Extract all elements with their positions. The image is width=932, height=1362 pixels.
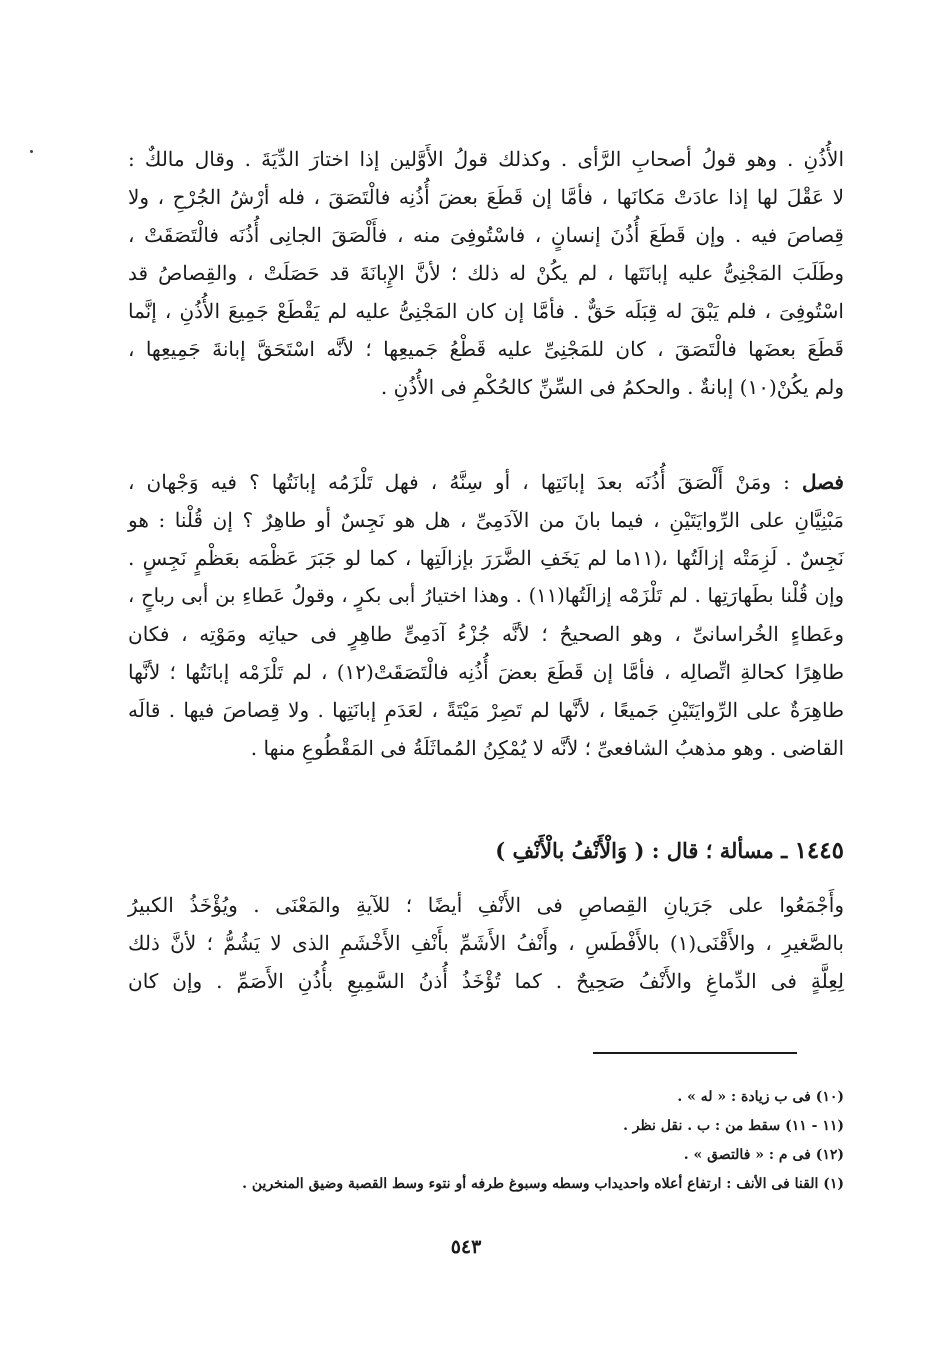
margin-dot [30, 150, 33, 153]
text-line: وإن قُلْنا بطَهارَتِها . لم تَلْزَمْه إزالَتُها(١١) . وهذا اختيارُ أبى بكرٍ ، وقولُ عَطاءِ بن أبى رباحٍ ، [128, 584, 845, 607]
footnote: (١١ - ١١) سقط من : ب . نقل نظر . [623, 1118, 844, 1134]
text-line: ولم يكُنْ(١٠) إبانةٌ . والحكمُ فى السِّنِّ كالحُكْمِ فى الأُذُنِ . [380, 375, 844, 399]
text-line: طاهِرَةٌ على الرِّوايَتَيْنِ جَميعًا ، لأنَّها لم تَصِرْ مَيْتَةً ، لعَدَمِ إبانَتِها . ولا قِصاصَ فيها . قالَه [128, 698, 844, 722]
footnote: (١٢) فى م : « فالتصق » . [683, 1147, 844, 1163]
paragraph-nose-ruling [128, 886, 844, 1000]
fasl-label: فصل [801, 470, 844, 494]
text-line-rest: : ومَنْ أَلْصَقَ أُذُنَه بعدَ إبانَتِها ، أو سِنَّهُ ، فهل تَلْزَمُه إبانَتُها ؟ فيه وَجْهان ، [128, 470, 790, 494]
text-line: وعَطاءٍ الخُراسانىِّ ، وهو الصحيحُ ؛ لأنَّه جُزْءُ آدَمِىٍّ طاهِرٍ فى حياتِه ومَوْتِه ، فكان [128, 622, 844, 646]
text-line: وطَلَبَ المَجْنِىُّ عليه إبانَتَها ، لم يكُنْ له ذلك ؛ لأنَّ الإِبانَةَ قد حَصَلَتْ ، والقِصاصُ قد [128, 261, 844, 285]
text-line: القاضى . وهو مذهبُ الشافعىِّ ؛ لأنَّه لا يُمْكِنُ المُماثَلَةُ فى المَقْطُوعِ منها . [250, 736, 844, 760]
text-line: لِعِلَّةٍ فى الدِّماغِ والأَنْفُ صَحِيحٌ . كما تُؤْخَذُ أُذنُ السَّمِيعِ بأُذُنِ الأَصَمِّ . وإن كان [128, 969, 844, 993]
text-line: طاهِرًا كحالةِ اتِّصالِه ، فأمَّا إن قَطَعَ بعضَ أُذُنِه فالْتَصَقَتْ(١٢) ، لم تَلْزَمْه إبانَتُها ؛ لأنَّها [128, 660, 844, 684]
text-line: وأَجْمَعُوا على جَرَيانِ القِصاصِ فى الأَنْفِ أيضًا ؛ للآيةِ والمَعْنَى . ويُؤْخَذُ الكبيرُ [128, 893, 844, 917]
text-line: اسْتُوفِىَ ، فلم يَبْقَ له قِبَلَه حَقٌّ . فأمَّا إن كان المَجْنِىُّ عليه لم يَقْطَعْ جَمِيعَ الأُذُنِ ، إنَّما [128, 299, 844, 323]
text-line: لا عَقْلَ لها إذا عادَتْ مَكانَها ، فأمَّا إن قَطَعَ بعضَ أُذُنِه فالْتَصَقَ ، فله أرْشُ الجُرْحِ ، ولا [128, 185, 844, 209]
footnote-separator [593, 1052, 797, 1054]
footnote: (١٠) فى ب زيادة : « له » . [677, 1089, 844, 1105]
text-line: نَجِسٌ . لَزِمَتْه إزالَتُها ،(١١ما لم يَخَفِ الضَّرَرَ بإزالَتِها ، كما لو جَبَرَ عَظْمَه بعَظْمٍ نَجِسٍ . [128, 546, 844, 570]
masala-number: ١٤٤٥ [794, 837, 844, 864]
text-line [128, 463, 844, 501]
page-number: ٥٤٣ [450, 1236, 482, 1258]
text-line: بالصَّغيرِ ، والأَقْنَى(١) بالأَفْطَسِ ، وأَنْفُ الأَشَمِّ بأَنْفِ الأَخْشَمِ الذى لا يَشُمُّ ؛ لأنَّ ذلك [128, 931, 844, 955]
footnote: (١) القنا فى الأنف : ارتفاع أعلاه واحديداب وسطه وسبوغ طرفه أو نتوء وسط القصبة وضيق المنخرين . [242, 1176, 844, 1192]
masala-heading [128, 832, 844, 870]
paragraph-fasl-section [128, 463, 844, 767]
paragraph-ear-ruling [128, 140, 844, 406]
text-line: قَطَعَ بعضَها فالْتَصَقَ ، كان للمَجْنِىِّ عليه قَطْعُ جَميعِها ؛ لأنَّه اسْتَحَقَّ إبانةَ جَمِيعِها ، [128, 337, 844, 361]
text-line: مَبْنِيَّانِ على الرِّوايَتَيْنِ ، فيما بانَ من الآدَمِىِّ ، هل هو نَجِسٌ أو طاهِرٌ ؟ إن قُلْنا : هو [128, 508, 844, 532]
heading-text: مسألة ؛ قال : ( وَالْأَنْفُ بالْأَنْفِ ) [495, 838, 774, 863]
text-line: الأُذُنِ . وهو قولُ أصحابِ الرَّأى . وكذلك قولُ الأَوَّلين إذا اختارَ الدِّيَةَ . وقال مالكٌ : [128, 147, 844, 171]
text-line: قِصاصَ فيه . وإن قَطَعَ أُذُنَ إنسانٍ ، فاسْتُوفِىَ منه ، فأَلْصَقَ الجانِى أُذُنَه فالْتَصَقَتْ ، [128, 223, 844, 247]
heading-dash: ـ [781, 838, 788, 863]
footnotes [128, 1083, 844, 1199]
